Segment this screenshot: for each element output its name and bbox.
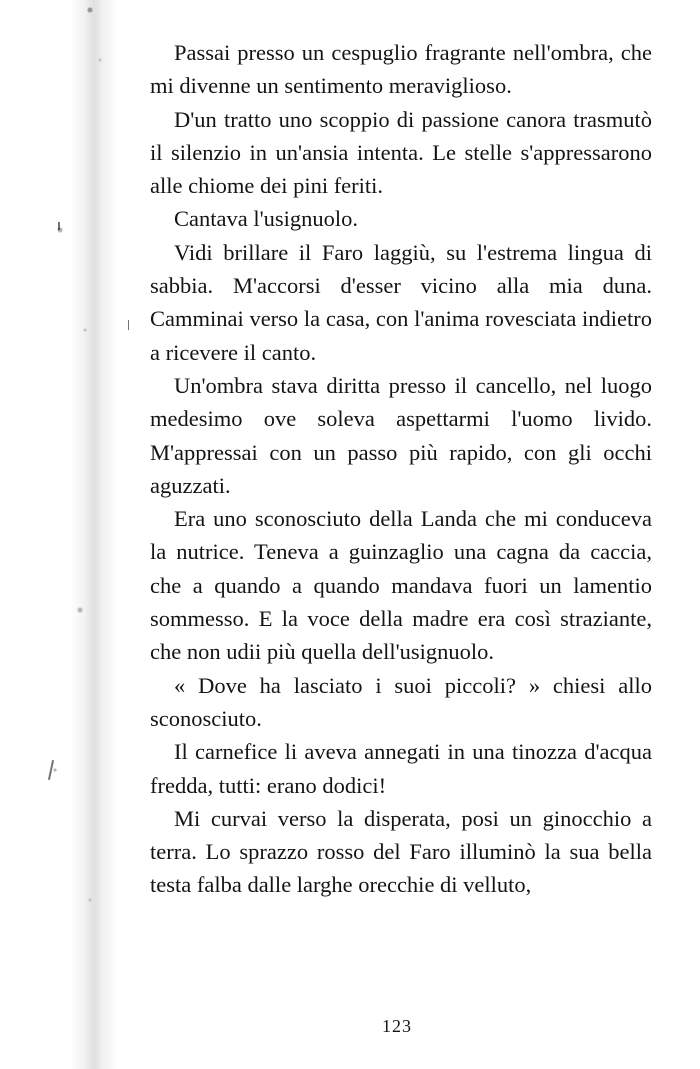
scan-speck — [128, 320, 129, 330]
paragraph: Vidi brillare il Faro laggiù, su l'estrema lingua di sabbia. M'accorsi d'esser vicino alla mia duna. Camminai verso la casa, con l'anima rovesciata indietro a ricevere il canto. — [150, 239, 652, 365]
page-body — [150, 36, 652, 902]
scan-speck — [58, 222, 60, 230]
paragraph: Mi curvai verso la disperata, posi un ginocchio a terra. Lo sprazzo rosso del Faro illuminò la sua bella testa falba dalle larghe orecchie di velluto, — [150, 805, 652, 898]
page-number: 123 — [382, 1016, 412, 1036]
paragraph: Era uno sconosciuto della Landa che mi conduceva la nutrice. Teneva a guinzaglio una cagna da caccia, che a quando a quando mandava fuori un lamentio sommesso. E la voce della madre era così straziante, che non udii più quella dell'usignuolo. — [150, 506, 652, 665]
paragraph: Un'ombra stava diritta presso il cancello, nel luogo medesimo ove soleva aspettarmi l'uomo livido. M'appressai con un passo più rapido, con gli occhi aguzzati. — [150, 372, 652, 498]
paragraph: Passai presso un cespuglio fragrante nell'ombra, che mi divenne un sentimento meraviglioso. — [150, 40, 652, 99]
paragraph: Il carnefice li aveva annegati in una tinozza d'acqua fredda, tutti: erano dodici! — [150, 739, 652, 798]
paragraph: Cantava l'usignuolo. — [174, 206, 359, 232]
paragraph: D'un tratto uno scoppio di passione canora trasmutò il silenzio in un'ansia intenta. Le stelle s'appressarono alle chiome dei pini feriti. — [150, 106, 652, 199]
scanned-page-gutter — [0, 0, 118, 1069]
paragraph: « Dove ha lasciato i suoi piccoli? » chiesi allo sconosciuto. — [150, 672, 652, 731]
